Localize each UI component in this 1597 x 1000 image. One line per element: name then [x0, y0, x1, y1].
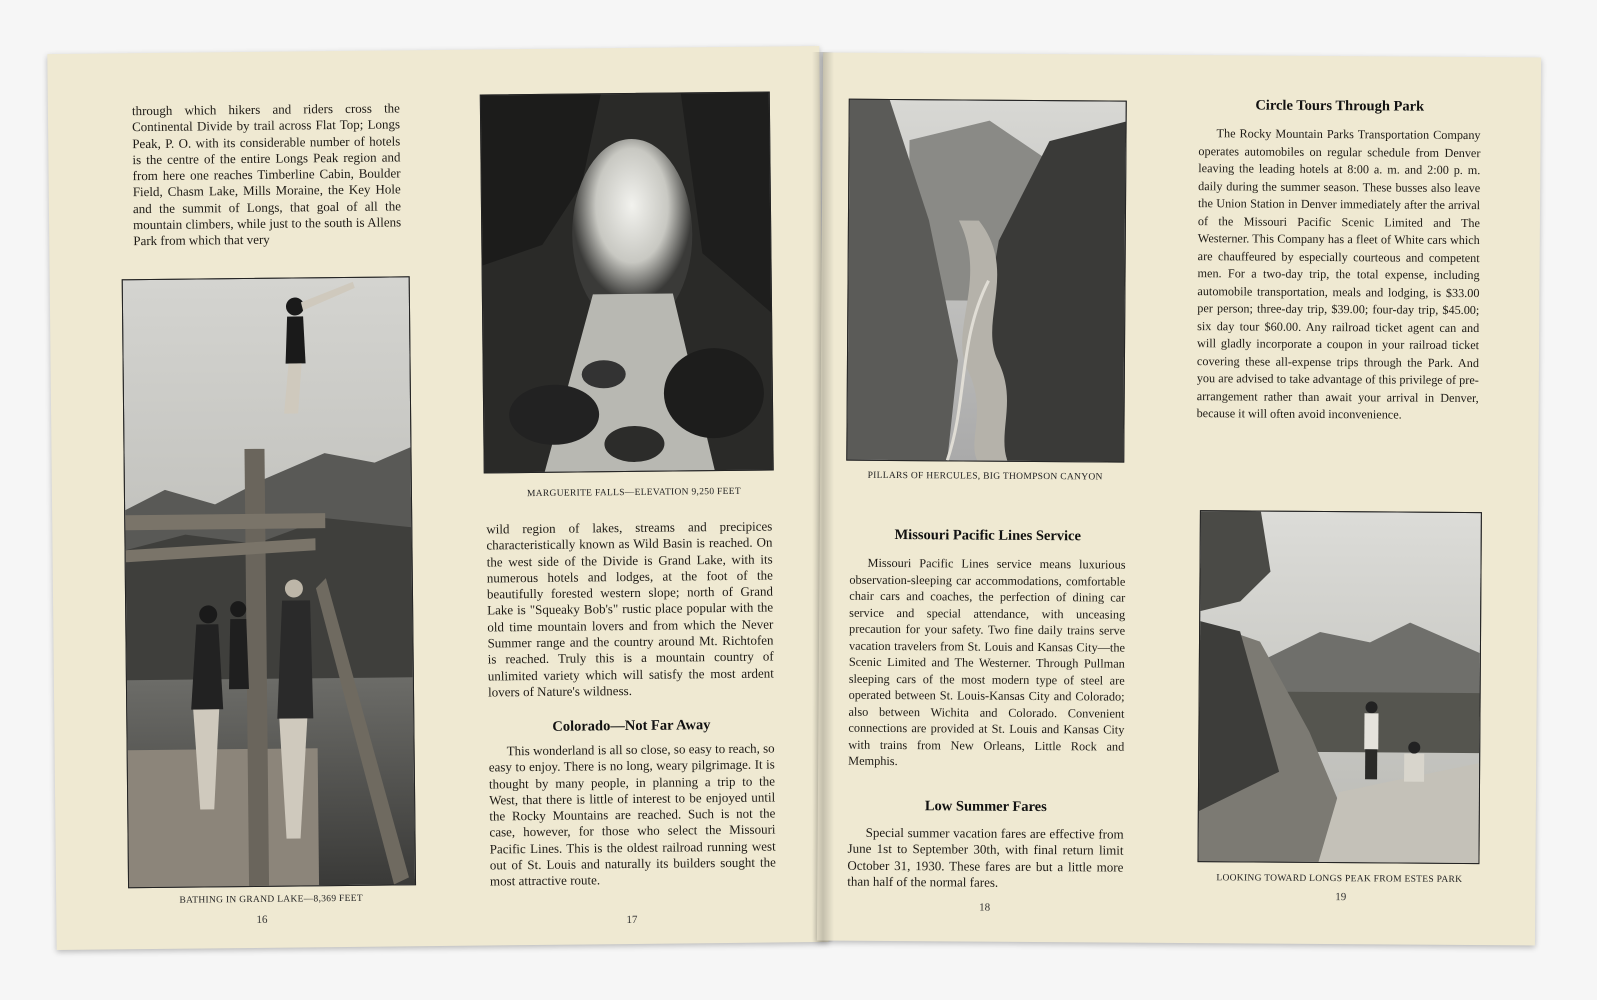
estes-park-photo-image: [1198, 511, 1480, 863]
page-number-18: 18: [979, 901, 991, 914]
page19-paragraph: The Rocky Mountain Parks Transportation Company operates automobiles on regular schedule from Denver leaving the leading hotels at 8:00 a. m. and 2:00 p. m. daily during the summer season. These busses also leave the Union Station in Denver immediately after the arrival of the Missouri Pacific Scenic Limited and The Westerner. This Company has a fleet of White cars which are chauffeured by especially courteous and competent men. For a two-day trip, the total expense, including automobile transportation, meals and lodging, is $33.00 per person; three-day trip, $39.00; four-day trip, $45.00; six day tour $60.00. Any railroad ticket agent can and will gladly incorporate a coupon in your railroad ticket covering these all-expense trips through the Park. And you are advised to take advantage of this privilege of pre-arrangement rather than await your arrival in Denver, because it will often avoid inconvenience.: [1196, 126, 1481, 422]
bathing-caption: BATHING IN GRAND LAKE—8,369 FEET: [179, 893, 363, 906]
page-number-19: 19: [1335, 891, 1347, 904]
page17-text: [486, 519, 774, 701]
page18-fares-text: [847, 825, 1123, 892]
waterfall-caption: MARGUERITE FALLS—ELEVATION 9,250 FEET: [526, 486, 741, 500]
bathing-photo: [122, 276, 416, 888]
page-number-17: 17: [626, 913, 638, 927]
page-number-16: 16: [256, 913, 268, 926]
bathing-photo-image: [123, 277, 415, 887]
canyon-photo-image: [847, 100, 1126, 462]
page18-service-text: [848, 555, 1125, 771]
page18-heading-fares: Low Summer Fares: [924, 798, 1047, 816]
page16-text: [132, 100, 402, 249]
estes-park-caption: LOOKING TOWARD LONGS PEAK FROM ESTES PARK: [1216, 873, 1463, 885]
center-gutter: [812, 52, 834, 942]
page18-heading-service: Missouri Pacific Lines Service: [894, 527, 1082, 545]
waterfall-photo-image: [481, 93, 773, 473]
page17-section-paragraph: This wonderland is all so close, so easy to reach, so easy to enjoy. There is no long, weary pilgrimage. It is thought by many people, in planning a trip to the West, that there is little of interest to be enjoyed until the Rocky Mountains are reached. Such is not the case, however, for those who select the Missouri Pacific Lines. This is the oldest railroad running west out of St. Louis and naturally its builders sought the most attractive route.: [488, 740, 776, 889]
canyon-photo: [846, 99, 1127, 463]
estes-park-photo: [1197, 510, 1481, 864]
waterfall-photo: [480, 92, 774, 474]
canyon-caption: PILLARS OF HERCULES, BIG THOMPSON CANYON: [867, 470, 1103, 483]
page18-service-paragraph: Missouri Pacific Lines service means luxurious observation-sleeping car accommodations, comfortable chair cars and coaches, the perfection of dining car service and special attendance, with unceasing precaution for your safety. Two fine daily trains serve vacation travelers from St. Louis and Kansas City—the Scenic Limited and The Westerner. Through Pullman sleeping cars of the most modern type of steel are operated between St. Louis-Kansas City and Colorado; also between Wichita and Colorado. Convenient connections are provided at St. Louis and Kansas City with trains from New Orleans, Little Rock and Memphis.: [848, 555, 1126, 769]
right-page: [817, 53, 1541, 946]
page18-fares-paragraph: Special summer vacation fares are effective from June 1st to September 30th, with final return limit October 31, 1930. These fares are but a little more than half of the normal fares.: [847, 824, 1124, 890]
page17-section: [489, 740, 777, 890]
page19-heading: Circle Tours Through Park: [1255, 97, 1425, 115]
page19-text: [1197, 125, 1481, 424]
page17-paragraph-continued: wild region of lakes, streams and precipices characteristically known as Wild Basin is reached. On the west side of the Divide is Grand Lake, with its numerous hotels and lodges, at the foot of the beautifully forested western slope; north of Grand Lake is "Squeaky Bob's" rustic place popular with the old time mountain lovers and from which the Never Summer range and the country around Mt. Richtofen is reached. Truly this is a mountain country of unlimited variety which will satisfy the most ardent lovers of Nature's wildness.: [486, 518, 774, 700]
page17-heading: Colorado—Not Far Away: [552, 717, 711, 735]
page16-paragraph: through which hikers and riders cross the Continental Divide by trail across Flat Top; Longs Peak, P. O. with its considerable number of hotels is the centre of the entire Longs Peak region and from here one reaches Timberline Cabin, Boulder Field, Chasm Lake, Mills Moraine, the Key Hole and the summit of Longs, that goal of all the mountain climbers, while just to the south is Allens Park from which that very: [131, 100, 402, 249]
left-page: [47, 46, 828, 950]
